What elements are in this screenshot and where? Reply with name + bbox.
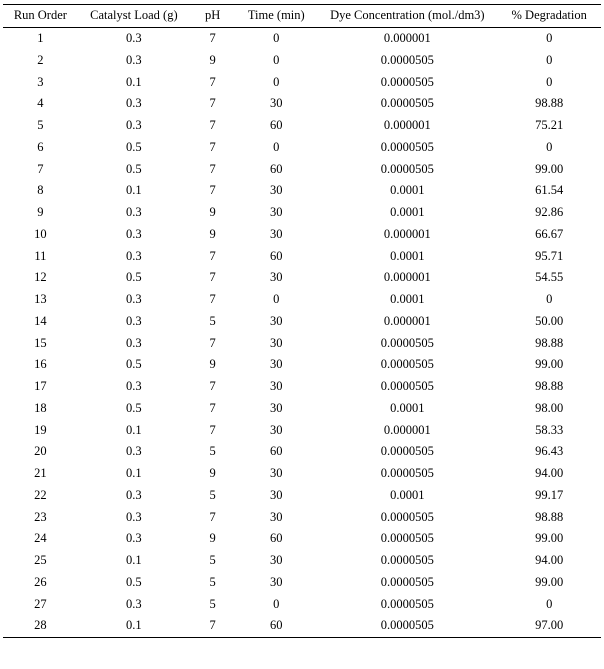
cell-catalyst-load: 0.5 bbox=[126, 357, 142, 372]
table-row bbox=[3, 441, 601, 463]
cell-time: 30 bbox=[270, 357, 283, 372]
table-row bbox=[3, 224, 601, 246]
cell-dye-concentration: 0.0000505 bbox=[380, 335, 434, 350]
cell-run-order: 17 bbox=[34, 379, 47, 393]
cell-ph: 5 bbox=[209, 596, 216, 611]
column-header-catalyst-load: Catalyst Load (g) bbox=[78, 5, 190, 28]
table-header-row bbox=[3, 5, 601, 28]
cell-time: 0 bbox=[273, 292, 280, 306]
cell-run-order: 6 bbox=[37, 139, 44, 154]
cell-degradation: 0 bbox=[546, 292, 553, 306]
cell-catalyst-load: 0.1 bbox=[126, 553, 142, 567]
cell-ph: 7 bbox=[190, 615, 235, 637]
cell-run-order: 3 bbox=[37, 74, 44, 89]
cell-degradation: 94.00 bbox=[535, 466, 564, 480]
cell-ph: 5 bbox=[209, 553, 216, 567]
cell-ph: 5 bbox=[209, 574, 216, 589]
cell-run-order: 28 bbox=[3, 615, 78, 637]
cell-time: 60 bbox=[270, 444, 283, 459]
table-row bbox=[3, 528, 601, 550]
cell-ph: 7 bbox=[209, 248, 216, 263]
cell-ph: 7 bbox=[209, 118, 216, 132]
cell-run-order: 10 bbox=[34, 226, 47, 241]
cell-degradation: 99.00 bbox=[535, 161, 564, 176]
cell-degradation: 96.43 bbox=[535, 444, 564, 459]
table-header bbox=[3, 5, 601, 28]
cell-time: 30 bbox=[270, 400, 283, 415]
cell-dye-concentration: 0.0001 bbox=[390, 400, 425, 415]
cell-ph: 9 bbox=[209, 52, 216, 67]
cell-dye-concentration: 0.0000505 bbox=[380, 161, 434, 176]
cell-dye-concentration: 0.0001 bbox=[390, 205, 425, 219]
cell-run-order: 25 bbox=[34, 553, 47, 567]
cell-ph: 5 bbox=[209, 444, 216, 459]
cell-time: 0 bbox=[273, 596, 280, 611]
table-row bbox=[3, 202, 601, 224]
cell-catalyst-load: 0.1 bbox=[126, 422, 142, 437]
cell-degradation: 50.00 bbox=[535, 313, 564, 328]
cell-dye-concentration: 0.0000505 bbox=[380, 379, 434, 393]
cell-dye-concentration: 0.0000505 bbox=[380, 596, 434, 611]
table-row bbox=[3, 550, 601, 572]
cell-degradation: 99.17 bbox=[535, 487, 564, 502]
cell-time: 60 bbox=[270, 118, 283, 132]
cell-catalyst-load: 0.3 bbox=[126, 226, 142, 241]
cell-run-order: 9 bbox=[37, 205, 44, 219]
table-row bbox=[3, 311, 601, 333]
cell-degradation: 98.00 bbox=[535, 400, 564, 415]
cell-degradation: 98.88 bbox=[535, 509, 564, 524]
cell-time: 60 bbox=[270, 248, 283, 263]
cell-degradation: 0 bbox=[546, 74, 553, 89]
cell-degradation: 99.00 bbox=[535, 574, 564, 589]
cell-degradation: 92.86 bbox=[535, 205, 564, 219]
cell-catalyst-load: 0.3 bbox=[126, 205, 142, 219]
cell-run-order: 27 bbox=[34, 596, 47, 611]
cell-time: 30 bbox=[270, 574, 283, 589]
cell-ph: 5 bbox=[209, 487, 216, 502]
cell-dye-concentration: 0.000001 bbox=[383, 422, 431, 437]
cell-run-order: 5 bbox=[37, 118, 44, 132]
table-row bbox=[3, 50, 601, 72]
cell-catalyst-load: 0.3 bbox=[126, 118, 142, 132]
cell-catalyst-load: 0.3 bbox=[126, 31, 142, 45]
cell-degradation: 94.00 bbox=[535, 553, 564, 567]
column-header-dye-concentration: Dye Concentration (mol./dm3) bbox=[317, 5, 497, 28]
cell-catalyst-load: 0.3 bbox=[126, 292, 142, 306]
cell-degradation: 0 bbox=[546, 596, 553, 611]
cell-run-order: 14 bbox=[34, 313, 47, 328]
cell-run-order: 18 bbox=[34, 400, 47, 415]
cell-time: 30 bbox=[270, 487, 283, 502]
table-body bbox=[3, 28, 601, 638]
cell-dye-concentration: 0.0000505 bbox=[317, 615, 497, 637]
cell-dye-concentration: 0.000001 bbox=[383, 313, 431, 328]
cell-catalyst-load: 0.5 bbox=[126, 139, 142, 154]
cell-time: 30 bbox=[270, 96, 283, 111]
cell-degradation: 0 bbox=[546, 52, 553, 67]
cell-ph: 7 bbox=[209, 161, 216, 176]
table-row bbox=[3, 333, 601, 355]
cell-dye-concentration: 0.000001 bbox=[383, 226, 431, 241]
cell-degradation: 97.00 bbox=[497, 615, 601, 637]
cell-ph: 7 bbox=[209, 379, 216, 393]
cell-catalyst-load: 0.3 bbox=[126, 52, 142, 67]
cell-catalyst-load: 0.5 bbox=[126, 270, 142, 285]
cell-ph: 9 bbox=[209, 226, 216, 241]
cell-dye-concentration: 0.0000505 bbox=[380, 139, 434, 154]
cell-degradation: 99.00 bbox=[535, 531, 564, 546]
table-container bbox=[0, 4, 604, 638]
cell-run-order: 12 bbox=[34, 270, 47, 285]
cell-dye-concentration: 0.0001 bbox=[390, 487, 425, 502]
cell-run-order: 20 bbox=[34, 444, 47, 459]
cell-time: 0 bbox=[273, 139, 280, 154]
cell-dye-concentration: 0.0000505 bbox=[380, 74, 434, 89]
cell-dye-concentration: 0.0000505 bbox=[380, 531, 434, 546]
experiment-run-table bbox=[3, 4, 601, 638]
table-row bbox=[3, 28, 601, 50]
cell-dye-concentration: 0.0000505 bbox=[380, 52, 434, 67]
table-row bbox=[3, 180, 601, 202]
cell-degradation: 66.67 bbox=[535, 226, 564, 241]
table-row bbox=[3, 420, 601, 442]
cell-time: 0 bbox=[273, 52, 280, 67]
cell-dye-concentration: 0.0001 bbox=[390, 248, 425, 263]
cell-run-order: 23 bbox=[34, 509, 47, 524]
cell-degradation: 0 bbox=[546, 139, 553, 154]
cell-ph: 7 bbox=[209, 183, 216, 198]
cell-time: 0 bbox=[273, 74, 280, 89]
cell-time: 30 bbox=[270, 466, 283, 480]
cell-run-order: 13 bbox=[34, 292, 47, 306]
cell-dye-concentration: 0.0000505 bbox=[380, 509, 434, 524]
cell-ph: 7 bbox=[209, 31, 216, 45]
cell-dye-concentration: 0.000001 bbox=[383, 270, 431, 285]
cell-ph: 7 bbox=[209, 509, 216, 524]
table-row bbox=[3, 594, 601, 616]
table-row bbox=[3, 289, 601, 311]
cell-ph: 7 bbox=[209, 96, 216, 111]
table-row bbox=[3, 159, 601, 181]
cell-ph: 9 bbox=[209, 531, 216, 546]
cell-catalyst-load: 0.1 bbox=[78, 615, 190, 637]
column-header-degradation: % Degradation bbox=[497, 5, 601, 28]
cell-dye-concentration: 0.0000505 bbox=[380, 553, 434, 567]
cell-run-order: 1 bbox=[37, 31, 44, 45]
cell-ph: 9 bbox=[209, 357, 216, 372]
column-header-time: Time (min) bbox=[235, 5, 317, 28]
cell-dye-concentration: 0.0000505 bbox=[380, 444, 434, 459]
table-row bbox=[3, 354, 601, 376]
cell-catalyst-load: 0.5 bbox=[126, 400, 142, 415]
table-row bbox=[3, 485, 601, 507]
cell-ph: 9 bbox=[209, 205, 216, 219]
cell-ph: 7 bbox=[209, 139, 216, 154]
cell-catalyst-load: 0.3 bbox=[126, 248, 142, 263]
column-header-ph: pH bbox=[190, 5, 235, 28]
cell-ph: 5 bbox=[209, 313, 216, 328]
cell-catalyst-load: 0.3 bbox=[126, 313, 142, 328]
cell-run-order: 11 bbox=[34, 248, 47, 263]
cell-catalyst-load: 0.3 bbox=[126, 596, 142, 611]
cell-degradation: 99.00 bbox=[535, 357, 564, 372]
cell-time: 30 bbox=[270, 183, 283, 198]
cell-degradation: 61.54 bbox=[535, 183, 564, 198]
cell-dye-concentration: 0.0000505 bbox=[380, 96, 434, 111]
cell-catalyst-load: 0.3 bbox=[126, 444, 142, 459]
cell-dye-concentration: 0.0000505 bbox=[380, 466, 434, 480]
cell-ph: 7 bbox=[209, 400, 216, 415]
cell-ph: 7 bbox=[209, 270, 216, 285]
cell-run-order: 4 bbox=[37, 96, 44, 111]
table-row bbox=[3, 137, 601, 159]
cell-catalyst-load: 0.3 bbox=[126, 487, 142, 502]
cell-catalyst-load: 0.5 bbox=[126, 574, 142, 589]
cell-dye-concentration: 0.0001 bbox=[390, 292, 425, 306]
cell-degradation: 0 bbox=[546, 31, 553, 45]
table-row bbox=[3, 72, 601, 94]
cell-ph: 7 bbox=[209, 74, 216, 89]
cell-time: 60 bbox=[270, 161, 283, 176]
cell-time: 30 bbox=[270, 553, 283, 567]
cell-catalyst-load: 0.5 bbox=[126, 161, 142, 176]
cell-catalyst-load: 0.3 bbox=[126, 335, 142, 350]
cell-run-order: 8 bbox=[37, 183, 44, 198]
table-row bbox=[3, 267, 601, 289]
cell-dye-concentration: 0.000001 bbox=[383, 118, 431, 132]
cell-dye-concentration: 0.0001 bbox=[390, 183, 425, 198]
cell-run-order: 2 bbox=[37, 52, 44, 67]
cell-time: 30 bbox=[270, 205, 283, 219]
cell-run-order: 21 bbox=[34, 466, 47, 480]
cell-degradation: 75.21 bbox=[535, 118, 564, 132]
cell-degradation: 54.55 bbox=[535, 270, 564, 285]
table-row bbox=[3, 398, 601, 420]
cell-dye-concentration: 0.0000505 bbox=[380, 357, 434, 372]
cell-run-order: 22 bbox=[34, 487, 47, 502]
cell-catalyst-load: 0.3 bbox=[126, 379, 142, 393]
cell-time: 30 bbox=[270, 335, 283, 350]
cell-run-order: 26 bbox=[34, 574, 47, 589]
cell-time: 30 bbox=[270, 270, 283, 285]
cell-time: 30 bbox=[270, 379, 283, 393]
cell-catalyst-load: 0.3 bbox=[126, 96, 142, 111]
cell-time: 30 bbox=[270, 313, 283, 328]
cell-catalyst-load: 0.1 bbox=[126, 74, 142, 89]
table-row bbox=[3, 376, 601, 398]
table-row bbox=[3, 93, 601, 115]
cell-time: 0 bbox=[273, 31, 280, 45]
cell-catalyst-load: 0.3 bbox=[126, 531, 142, 546]
cell-run-order: 24 bbox=[34, 531, 47, 546]
cell-degradation: 95.71 bbox=[535, 248, 564, 263]
cell-run-order: 7 bbox=[37, 161, 44, 176]
cell-time: 60 bbox=[270, 531, 283, 546]
cell-run-order: 16 bbox=[34, 357, 47, 372]
cell-ph: 7 bbox=[209, 335, 216, 350]
cell-time: 30 bbox=[270, 422, 283, 437]
table-row bbox=[3, 572, 601, 594]
table-row bbox=[3, 615, 601, 637]
cell-dye-concentration: 0.0000505 bbox=[380, 574, 434, 589]
cell-time: 60 bbox=[235, 615, 317, 637]
table-row bbox=[3, 115, 601, 137]
cell-run-order: 15 bbox=[34, 335, 47, 350]
cell-dye-concentration: 0.000001 bbox=[383, 31, 431, 45]
table-row bbox=[3, 507, 601, 529]
cell-run-order: 19 bbox=[34, 422, 47, 437]
table-row bbox=[3, 463, 601, 485]
cell-time: 30 bbox=[270, 226, 283, 241]
cell-time: 30 bbox=[270, 509, 283, 524]
column-header-run-order: Run Order bbox=[3, 5, 78, 28]
cell-degradation: 98.88 bbox=[535, 379, 564, 393]
cell-ph: 7 bbox=[209, 422, 216, 437]
cell-catalyst-load: 0.3 bbox=[126, 509, 142, 524]
cell-ph: 9 bbox=[209, 466, 216, 480]
cell-degradation: 98.88 bbox=[535, 335, 564, 350]
cell-ph: 7 bbox=[209, 292, 216, 306]
cell-catalyst-load: 0.1 bbox=[126, 183, 142, 198]
cell-degradation: 98.88 bbox=[535, 96, 564, 111]
cell-catalyst-load: 0.1 bbox=[126, 466, 142, 480]
cell-degradation: 58.33 bbox=[535, 422, 564, 437]
table-row bbox=[3, 246, 601, 268]
